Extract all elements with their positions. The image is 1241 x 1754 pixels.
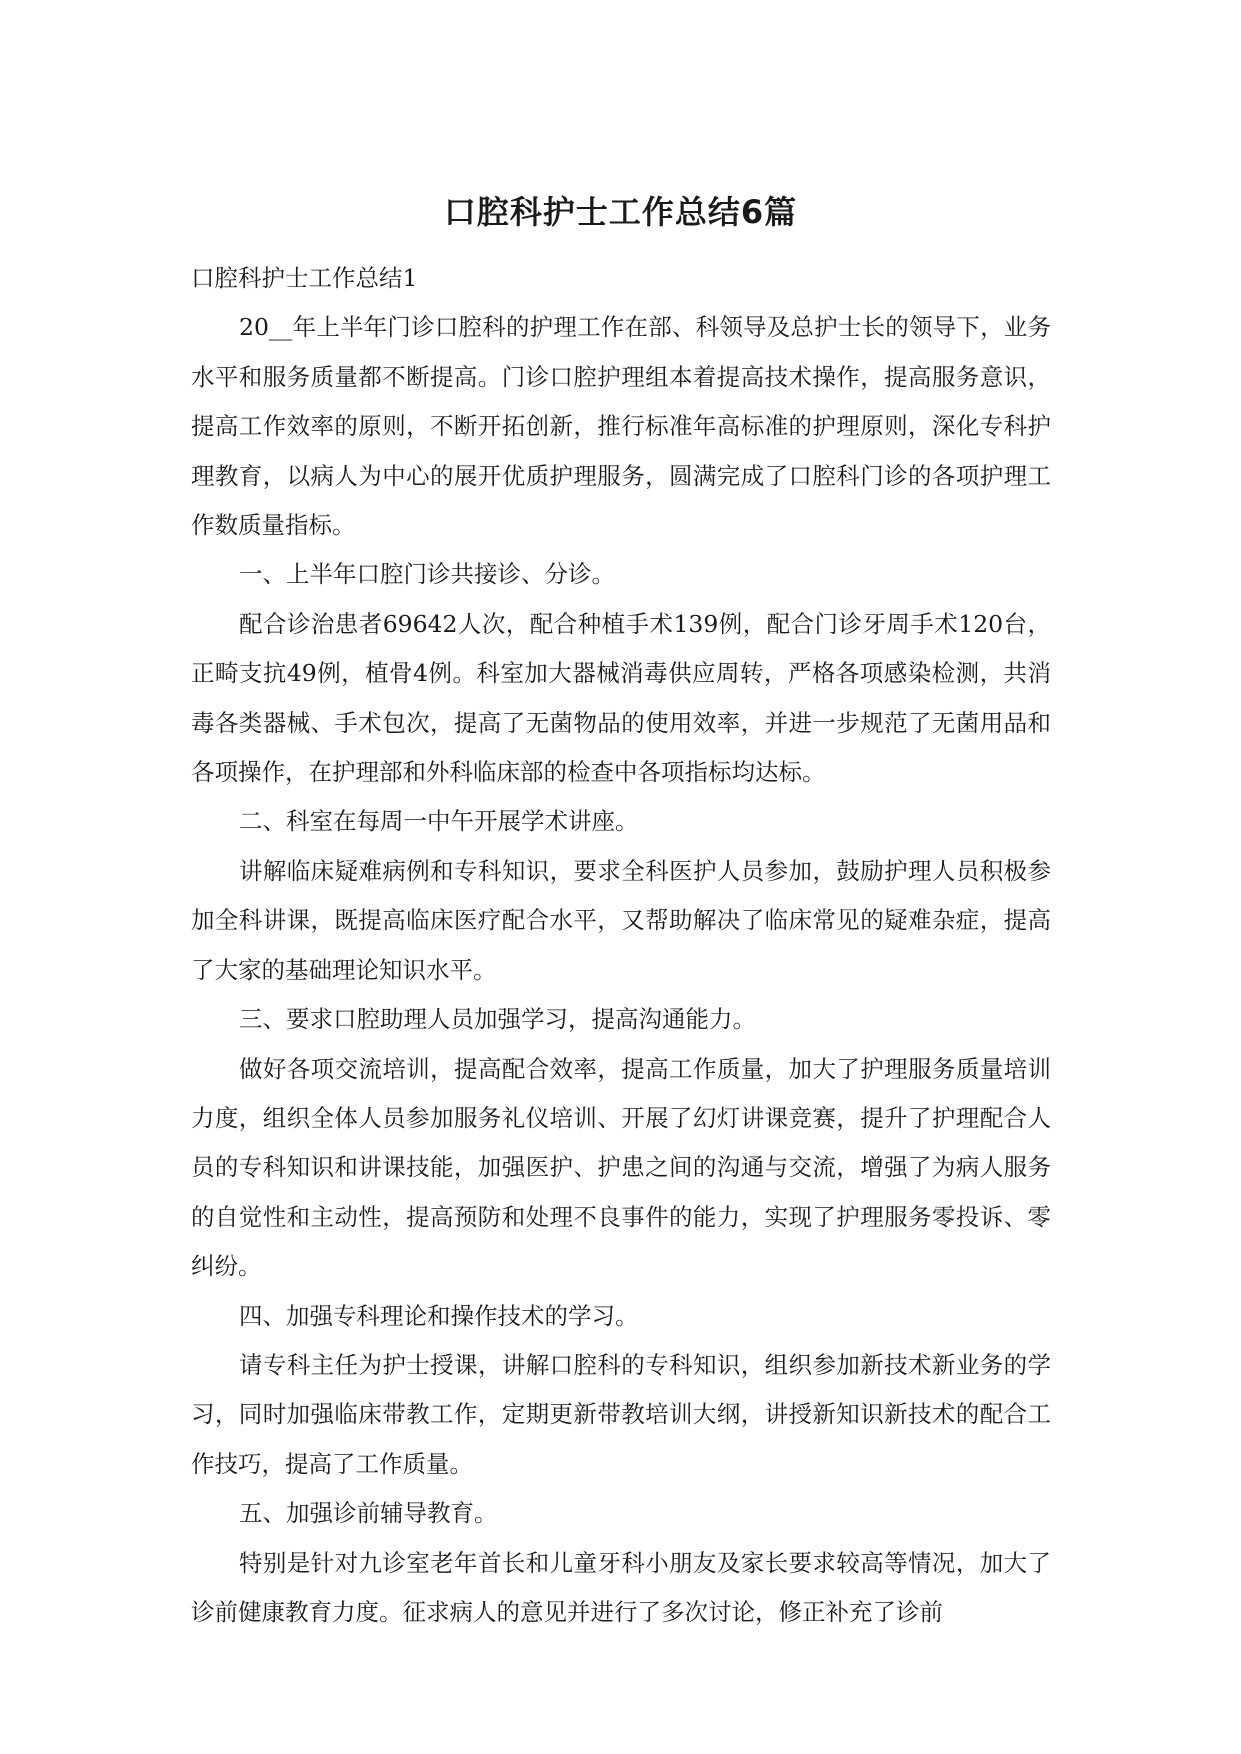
paragraph-2: 讲解临床疑难病例和专科知识，要求全科医护人员参加，鼓励护理人员积极参加全科讲课，既提高临床医疗配合水平，又帮助解决了临床常见的疑难杂症，提高了大家的基础理论知识水平。 [191, 856, 1051, 984]
document-title: 口腔科护士工作总结6篇 [443, 193, 798, 231]
paragraph-intro: 20__年上半年门诊口腔科的护理工作在部、科领导及总护士长的领导下，业务水平和服务质量都不断提高。门诊口腔护理组本着提高技术操作，提高服务意识，提高工作效率的原则，不断开拓创新，推行标准年高标准的护理原则，深化专科护理教育，以病人为中心的展开优质护理服务，圆满完成了口腔科门诊的各项护理工作数质量指标。 [191, 313, 1051, 540]
section-heading-4: 四、加强专科理论和操作技术的学习。 [239, 1301, 639, 1330]
paragraph-1: 配合诊治患者69642人次，配合种植手术139例，配合门诊牙周手术120台，正畸支抗49例，植骨4例。科室加大器械消毒供应周转，严格各项感染检测，共消毒各类器械、手术包次，提高了无菌物品的使用效率，并进一步规范了无菌用品和各项操作，在护理部和外科临床部的检查中各项指标均达标。 [191, 609, 1051, 787]
section-subtitle: 口腔科护士工作总结1 [191, 264, 418, 292]
document-body [191, 254, 1051, 1637]
section-heading-2: 二、科室在每周一中午开展学术讲座。 [239, 807, 639, 836]
paragraph-4: 请专科主任为护士授课，讲解口腔科的专科知识，组织参加新技术新业务的学习，同时加强临床带教工作，定期更新带教培训大纲，讲授新知识新技术的配合工作技巧，提高了工作质量。 [191, 1350, 1051, 1478]
section-heading-5: 五、加强诊前辅导教育。 [239, 1499, 498, 1528]
section-heading-3: 三、要求口腔助理人员加强学习，提高沟通能力。 [239, 1005, 756, 1034]
paragraph-5: 特别是针对九诊室老年首长和儿童牙科小朋友及家长要求较高等情况，加大了诊前健康教育力度。征求病人的意见并进行了多次讨论，修正补充了诊前 [191, 1548, 1051, 1626]
paragraph-3: 做好各项交流培训，提高配合效率，提高工作质量，加大了护理服务质量培训力度，组织全体人员参加服务礼仪培训、开展了幻灯讲课竞赛，提升了护理配合人员的专科知识和讲课技能，加强医护、护患之间的沟通与交流，增强了为病人服务的自觉性和主动性，提高预防和处理不良事件的能力，实现了护理服务零投诉、零纠纷。 [191, 1054, 1051, 1281]
section-heading-1: 一、上半年口腔门诊共接诊、分诊。 [239, 560, 615, 589]
